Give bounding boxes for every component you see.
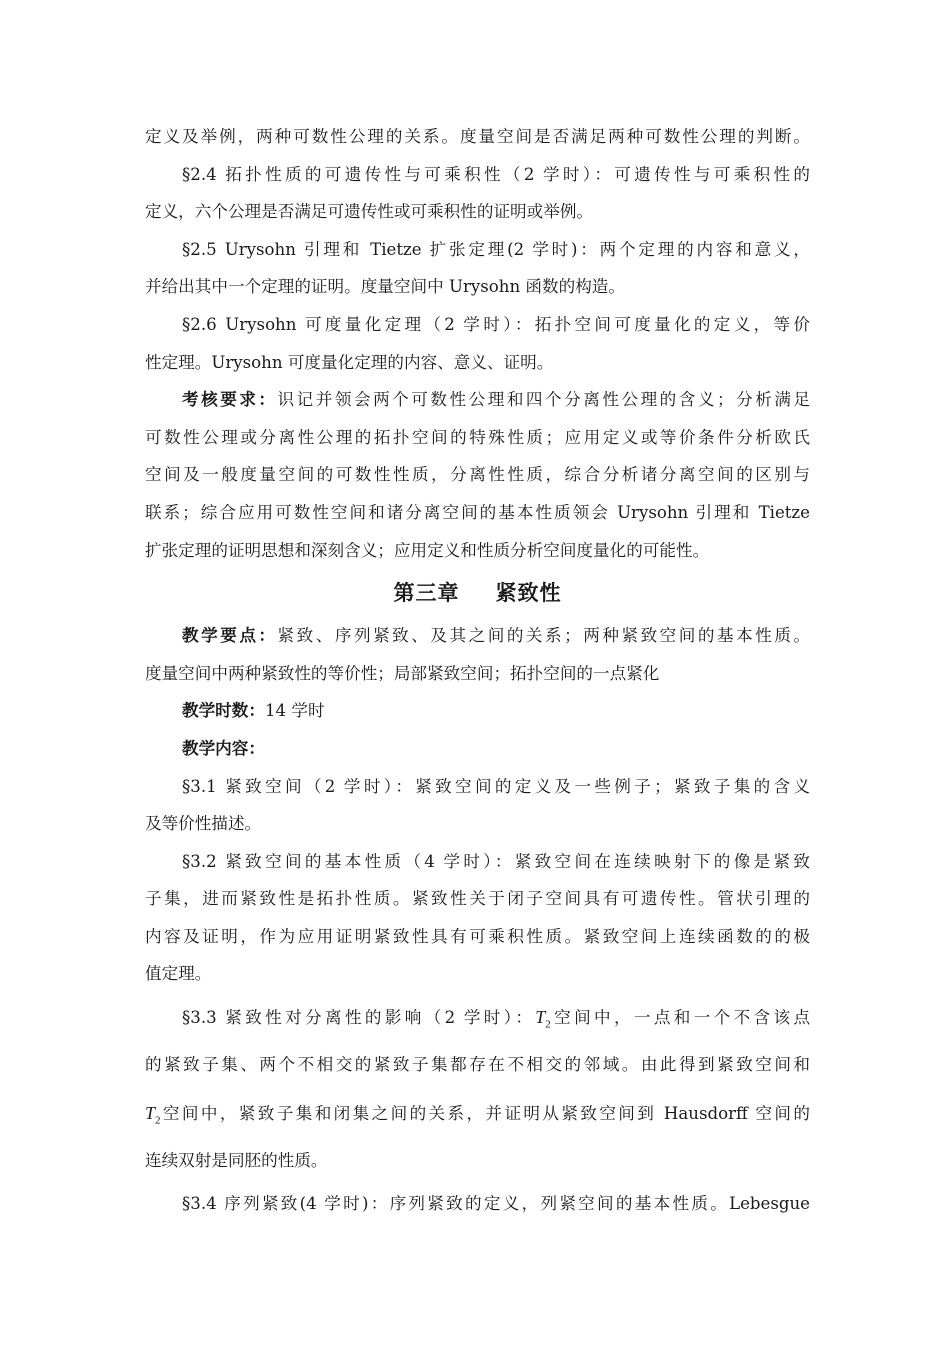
chapter-number: 第三章: [393, 581, 460, 606]
teaching-hours-line: [145, 692, 810, 730]
key-points-label: 教学要点：: [182, 625, 278, 646]
exam-requirements-line: [145, 381, 810, 419]
t2-symbol: $T_2$: [145, 1103, 161, 1127]
section-2-5-heading-line: §2.5 Urysohn 引理和 Tietze 扩张定理(2 学时)：两个定理的内容和意义，: [182, 239, 810, 259]
text-line: 的紧致子集、两个不相交的紧致子集都存在不相交的邻域。由此得到紧致空间和: [145, 1055, 810, 1075]
section-3-3-text-c: 空间中，紧致子集和闭集之间的关系，并证明从紧致空间到 Hausdorff 空间的: [160, 1104, 810, 1124]
text-line: 及等价性描述。: [145, 814, 262, 834]
text-line: 值定理。: [145, 964, 212, 984]
key-points-line: [145, 617, 810, 655]
chapter-heading: [145, 569, 810, 617]
section-3-1-heading-line: §3.1 紧致空间（2 学时）：紧致空间的定义及一些例子；紧致子集的含义: [182, 776, 810, 796]
text-line: 子集，进而紧致性是拓扑性质。紧致性关于闭子空间具有可遗传性。管状引理的: [145, 889, 810, 909]
document-body: [145, 118, 810, 1223]
text-line: 内容及证明，作为应用证明紧致性具有可乘积性质。紧致空间上连续函数的的极: [145, 926, 810, 946]
text-line: 度量空间中两种紧致性的等价性；局部紧致空间；拓扑空间的一点紧化: [145, 663, 660, 683]
section-2-6-heading-line: §2.6 Urysohn 可度量化定理（2 学时）：拓扑空间可度量化的定义，等价: [182, 314, 810, 334]
t2-symbol: $T_2$: [535, 1007, 551, 1031]
text-line: [145, 1089, 810, 1137]
section-3-2-heading-line: §3.2 紧致空间的基本性质（4 学时）：紧致空间在连续映射下的像是紧致: [182, 851, 810, 871]
key-points-text: 紧致、序列紧致、及其之间的关系；两种紧致空间的基本性质。: [277, 626, 810, 646]
text-line: 定义及举例，两种可数性公理的关系。度量空间是否满足两种可数性公理的判断。: [145, 127, 810, 146]
text-line: 联系；综合应用可数性空间和诸分离空间的基本性质领会 Urysohn 引理和 Tietze: [145, 502, 810, 522]
teaching-contents-label: 教学内容：: [182, 737, 265, 758]
section-3-3-text-a: §3.3 紧致性对分离性的影响（2 学时）：: [182, 1008, 536, 1028]
text-line: 可数性公理或分离性公理的拓扑空间的特殊性质；应用定义或等价条件分析欧氏: [145, 427, 810, 447]
teaching-hours-value: 14 学时: [264, 701, 325, 721]
text-line: 性定理。Urysohn 可度量化定理的内容、意义、证明。: [145, 352, 554, 372]
exam-requirements-text: 识记并领会两个可数性公理和四个分离性公理的含义；分析满足: [277, 390, 810, 410]
section-3-4-heading-line: §3.4 序列紧致(4 学时)：序列紧致的定义，列紧空间的基本性质。Lebesgue: [182, 1194, 810, 1214]
teaching-hours-label: 教学时数：: [182, 700, 265, 721]
text-line: 定义，六个公理是否满足可遗传性或可乘积性的证明或举例。: [145, 202, 594, 222]
section-3-3-heading-line: [145, 993, 810, 1041]
text-line: 扩张定理的证明思想和深刻含义；应用定义和性质分析空间度量化的可能性。: [145, 540, 710, 560]
text-line: 并给出其中一个定理的证明。度量空间中 Urysohn 函数的构造。: [145, 277, 625, 297]
teaching-contents-line: [145, 730, 810, 768]
section-3-3-text-b: 空间中，一点和一个不含该点: [550, 1008, 810, 1028]
exam-requirements-label: 考核要求：: [182, 389, 278, 410]
section-2-4-heading-line: §2.4 拓扑性质的可遗传性与可乘积性（2 学时）：可遗传性与可乘积性的: [182, 164, 810, 184]
text-line: 连续双射是同胚的性质。: [145, 1151, 328, 1171]
chapter-title: 紧致性: [495, 581, 562, 606]
text-line: 空间及一般度量空间的可数性性质，分离性性质，综合分析诸分离空间的区别与: [145, 465, 810, 485]
